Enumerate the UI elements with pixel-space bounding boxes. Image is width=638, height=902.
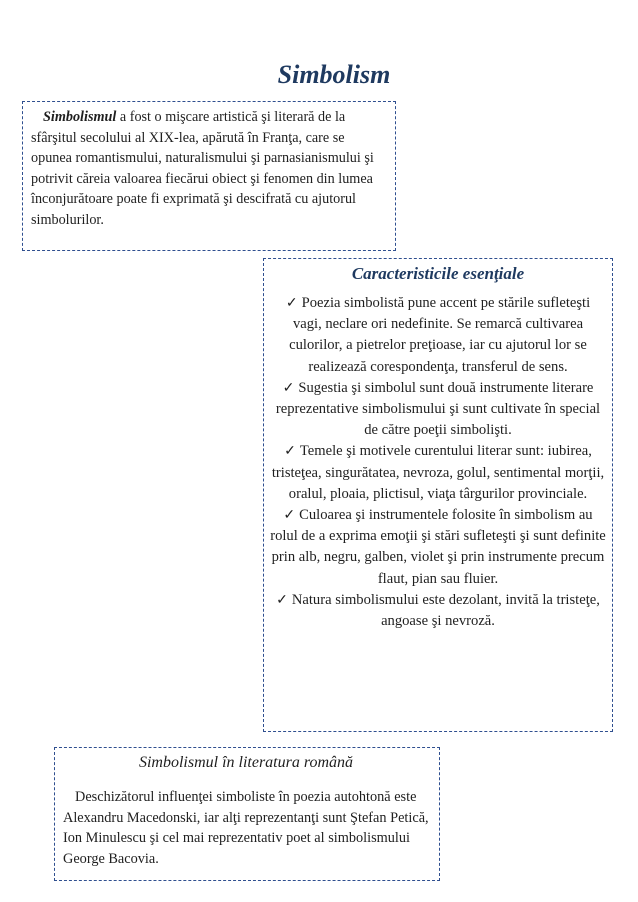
intro-text: a fost o mişcare artistică şi literară de la sfârşitul secolului al XIX-lea, apărută în Franţa, care se opunea romantismului, naturalismului şi parnasianismului şi potrivit căreia valoarea fiecărui obiect şi fenomen din lumea înconjurătoare poate fi exprimată şi descifrată cu ajutorul simbolurilor. <box>31 109 374 228</box>
intro-lead-term: Simbolismul <box>43 109 117 125</box>
checkmark-icon: ✓ <box>282 380 295 396</box>
page-title: Simbolism <box>277 60 391 89</box>
characteristics-list <box>270 293 606 632</box>
checkmark-icon: ✓ <box>284 444 296 460</box>
characteristics-box <box>263 258 613 732</box>
intro-box <box>22 101 396 251</box>
list-item: ✓ Poezia simbolistă pune accent pe stările sufleteşti vagi, neclare ori nedefinite. Se remarcă cultivarea culorilor, a pietrelor preţioase, iar cu ajutorul lor se realizează corespondenţa, transferul de sens. <box>285 295 591 375</box>
checkmark-icon: ✓ <box>285 296 298 311</box>
checkmark-icon: ✓ <box>283 508 296 524</box>
intro-paragraph <box>31 107 385 231</box>
list-item: ✓ Sugestia şi simbolul sunt două instrumente literare reprezentative simbolismului şi sunt cultivate în special de către poeţii simbolişti. <box>275 379 601 439</box>
list-item: ✓ Culoarea şi instrumentele folosite în simbolism au rolul de a exprima emoţii şi stări sufleteşti şi sunt definite prin alb, negru, galben, violet şi prin instrumente precum flaut, pian sau fluier. <box>270 507 606 587</box>
romanian-heading: Simbolismul în literatura română <box>138 754 354 771</box>
list-item: ✓ Temele şi motivele curentului literar sunt: iubirea, tristeţea, singurătatea, nevroza, golul, sentimental morţii, oralul, ploaia, plictisul, viaţa târgurilor provinciale. <box>271 443 605 502</box>
checkmark-icon: ✓ <box>276 592 288 608</box>
characteristics-heading: Caracteristicile esenţiale <box>351 264 525 283</box>
romanian-literature-box <box>54 747 440 881</box>
romanian-paragraph: Deschizătorul influenţei simboliste în poezia autohtonă este Alexandru Macedonski, iar alţi reprezentanţi sunt Ştefan Petică, Ion Minulescu şi cel mai reprezentativ poet al simbolismului George Bacovia. <box>63 789 429 867</box>
list-item: ✓ Natura simbolismului este dezolant, invită la tristeţe, angoase şi nevroză. <box>276 591 600 630</box>
